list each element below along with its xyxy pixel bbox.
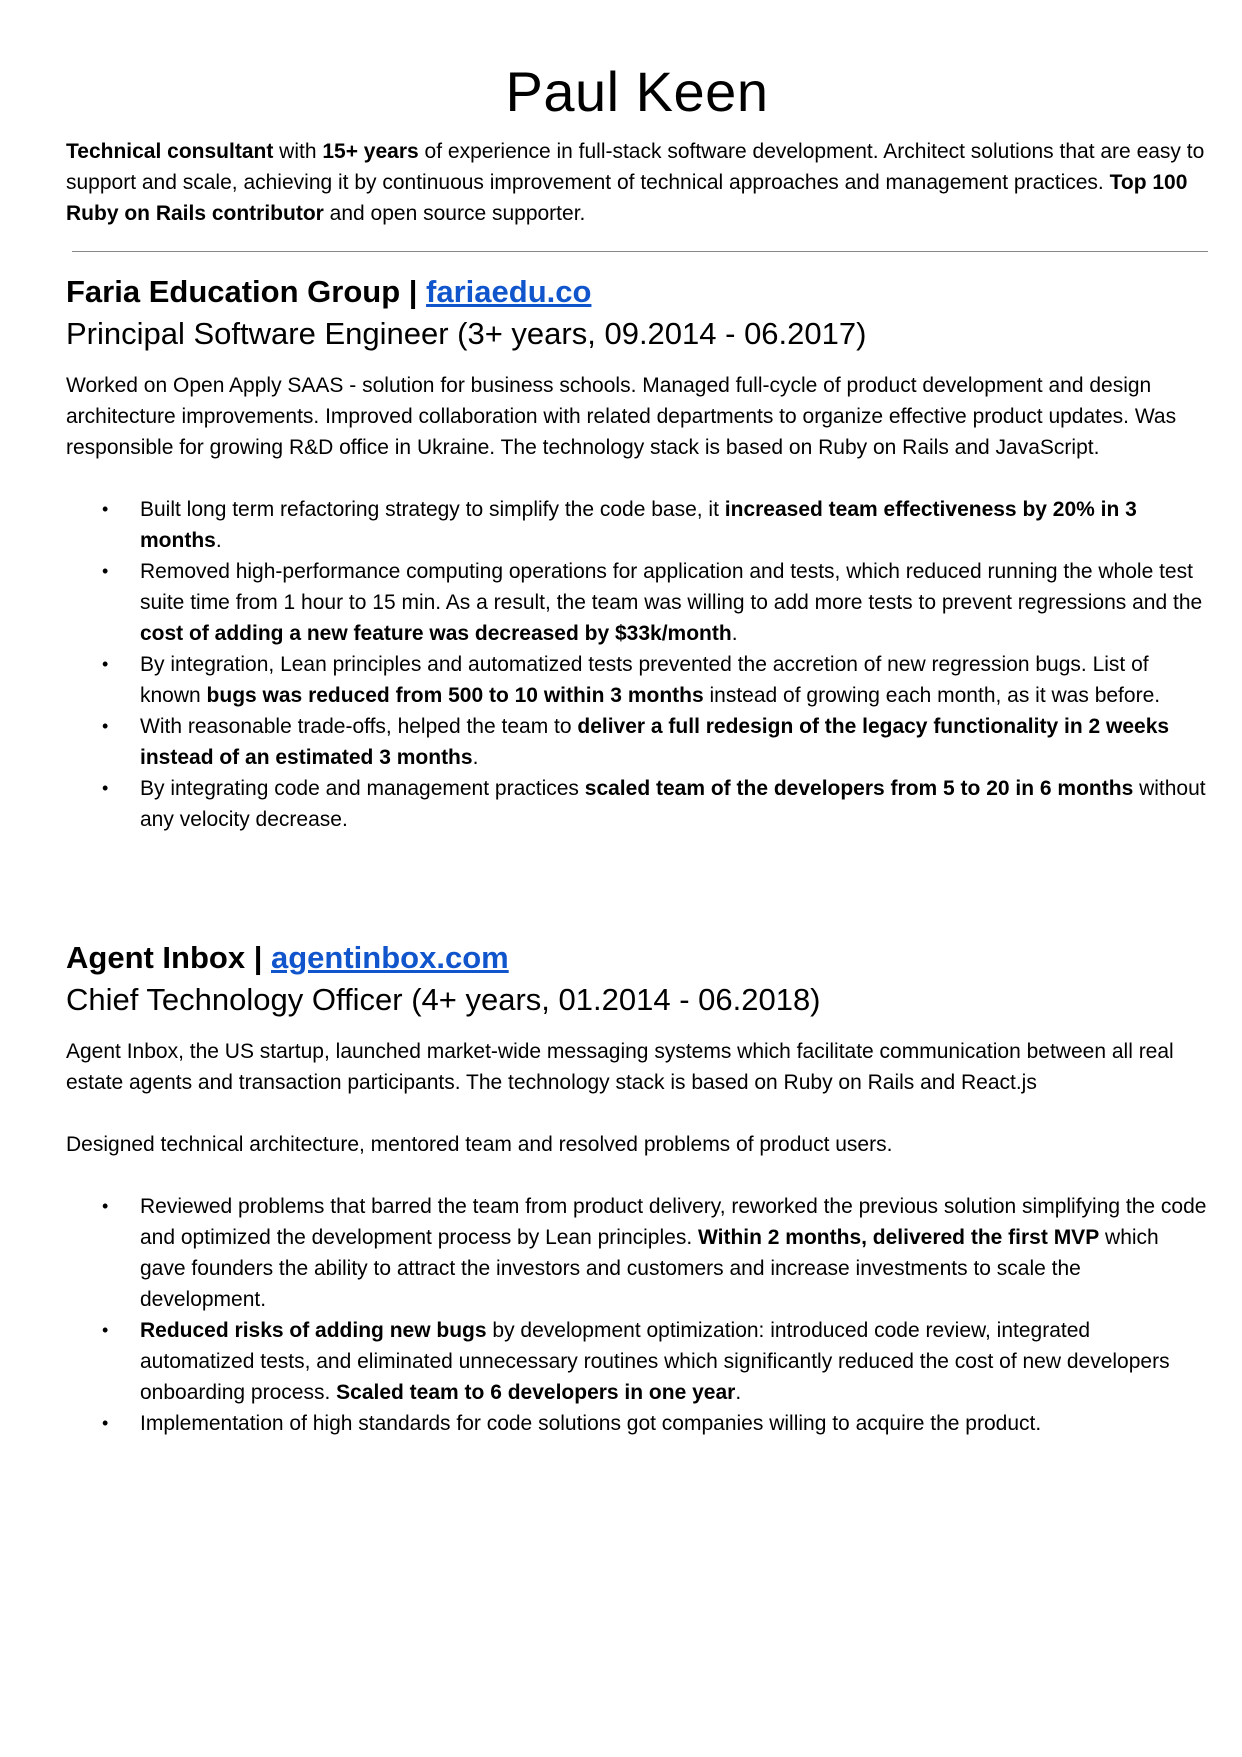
text-run: By integration, Lean principles and automatized tests prevented the accretion of new regression bugs. List of known: [140, 653, 1149, 707]
text-run: With reasonable trade-offs, helped the team to: [140, 715, 578, 738]
text-run: by development optimization: introduced code review, integrated automatized tests, and eliminated unnecessary routines which significantly reduced the cost of new developers onboarding process.: [140, 1319, 1170, 1404]
job-section-agent-inbox: [66, 938, 1208, 1439]
job-role: Chief Technology Officer (4+ years, 01.2014 - 06.2018): [66, 982, 821, 1017]
text-run: .: [731, 622, 738, 645]
achievements-list: [66, 1191, 1208, 1439]
bold-text: Technical consultant: [66, 140, 274, 163]
bold-text: deliver a full redesign of the legacy functionality in 2 weeks instead of an estimated 3 months: [140, 715, 1170, 769]
candidate-name: Paul Keen: [505, 60, 769, 123]
bold-text: bugs was reduced from 500 to 10 within 3 months: [206, 684, 704, 707]
summary-paragraph: [66, 136, 1208, 229]
text-run: which gave founders the ability to attract the investors and customers and increase investments to scale the development.: [140, 1226, 1159, 1311]
resume-page: [66, 58, 1208, 1435]
achievement-item: [140, 773, 1208, 835]
job-description: Worked on Open Apply SAAS - solution for business schools. Managed full-cycle of product development and design architecture improvements. Improved collaboration with related departments to organize effective product updates. Was responsible for growing R&D office in Ukraine. The technology stack is based on Ruby on Rails and JavaScript.: [66, 374, 1177, 459]
text-run: .: [735, 1381, 742, 1404]
text-run: with: [273, 140, 323, 163]
achievement-item: [140, 1408, 1208, 1439]
text-run: instead of growing each month, as it was before.: [703, 684, 1161, 707]
company-link[interactable]: agentinbox.com: [271, 940, 509, 975]
job-section-faria: [66, 272, 1208, 835]
bold-text: scaled team of the developers from 5 to 20 in 6 months: [584, 777, 1134, 800]
company-name: Agent Inbox |: [66, 940, 271, 975]
text-run: Removed high-performance computing operations for application and tests, which reduced running the whole test suite time from 1 hour to 15 min. As a result, the team was willing to add more tests to prevent regressions and the: [140, 560, 1203, 614]
text-run: Implementation of high standards for code solutions got companies willing to acquire the product.: [140, 1412, 1042, 1435]
text-run: of experience in full-stack software development. Architect solutions that are easy to support and scale, achieving it by continuous improvement of technical approaches and management practices.: [66, 140, 1205, 194]
job-role: Principal Software Engineer (3+ years, 09.2014 - 06.2017): [66, 316, 867, 351]
company-heading: [66, 938, 1208, 978]
company-heading: [66, 272, 1208, 312]
bold-text: Scaled team to 6 developers in one year: [336, 1381, 736, 1404]
job-responsibilities: Designed technical architecture, mentored team and resolved problems of product users.: [66, 1133, 893, 1156]
section-divider: [72, 251, 1208, 252]
text-run: Built long term refactoring strategy to simplify the code base, it: [140, 498, 725, 521]
bold-text: 15+ years: [322, 140, 419, 163]
bold-text: cost of adding a new feature was decreased by $33k/month: [140, 622, 732, 645]
bold-text: increased team effectiveness by 20% in 3 months: [140, 498, 1137, 552]
text-run: .: [215, 529, 222, 552]
text-run: without any velocity decrease.: [140, 777, 1206, 831]
bold-text: Reduced risks of adding new bugs: [140, 1319, 487, 1342]
bold-text: Within 2 months, delivered the first MVP: [698, 1226, 1100, 1249]
achievement-item: [140, 1315, 1208, 1408]
job-description: Agent Inbox, the US startup, launched market-wide messaging systems which facilitate communication between all real estate agents and transaction participants. The technology stack is based on Ruby on Rails and React.js: [66, 1040, 1174, 1094]
achievement-item: [140, 711, 1208, 773]
achievement-item: [140, 649, 1208, 711]
achievements-list: [66, 494, 1208, 835]
text-run: .: [472, 746, 479, 769]
achievement-item: [140, 1191, 1208, 1315]
text-run: By integrating code and management practices: [140, 777, 585, 800]
achievement-item: [140, 494, 1208, 556]
text-run: and open source supporter.: [323, 202, 586, 225]
bold-text: Top 100 Ruby on Rails contributor: [66, 171, 1188, 225]
achievement-item: [140, 556, 1208, 649]
text-run: Reviewed problems that barred the team from product delivery, reworked the previous solution simplifying the code and optimized the development process by Lean principles.: [140, 1195, 1207, 1249]
company-name: Faria Education Group |: [66, 274, 427, 309]
company-link[interactable]: fariaedu.co: [426, 274, 592, 309]
